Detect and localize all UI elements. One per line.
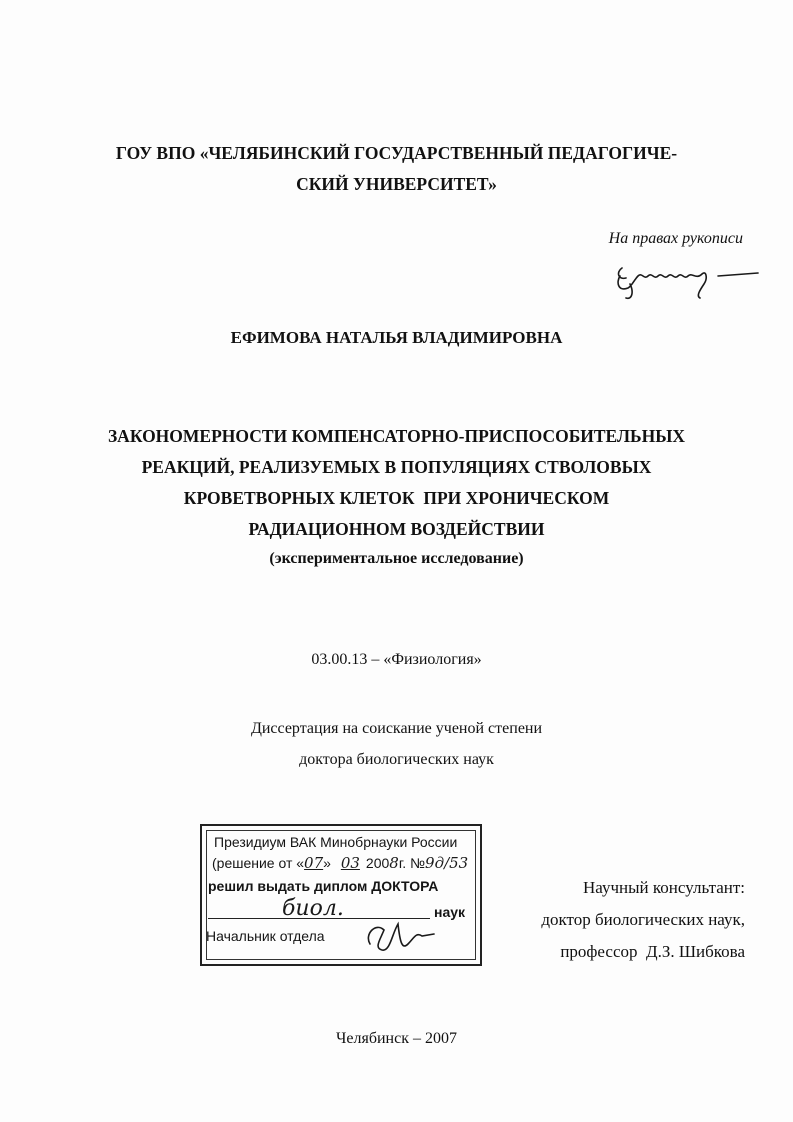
scientific-consultant [541, 872, 745, 968]
consultant-label: Научный консультант: [583, 878, 745, 897]
dissertation-title [0, 421, 793, 545]
stamp-decision-number: 9д/53 [425, 854, 469, 872]
degree-statement [0, 713, 793, 775]
institution-name [0, 138, 793, 200]
dissertation-subtitle: (экспериментальное исследование) [269, 550, 524, 567]
manuscript-rights: На правах рукописи [608, 230, 743, 247]
consultant-degree: доктор биологических наук, [541, 910, 745, 929]
city-year: Челябинск – 2007 [336, 1030, 457, 1047]
consultant-name: профессор Д.З. Шибкова [560, 942, 745, 961]
author-name: ЕФИМОВА НАТАЛЬЯ ВЛАДИМИРОВНА [230, 328, 563, 347]
stamp-day: 07 [304, 854, 324, 872]
stamp-field-handwritten: биол. [282, 896, 344, 921]
specialty-code: 03.00.13 – «Физиология» [311, 651, 482, 668]
stamp-year-prefix: 200 [365, 855, 390, 871]
author-signature [612, 258, 762, 306]
stamp-nauk: наук [434, 904, 466, 920]
stamp-signature [362, 914, 442, 958]
title-line-1: ЗАКОНОМЕРНОСТИ КОМПЕНСАТОРНО-ПРИСПОСОБИТЕЛЬНЫХ [107, 426, 686, 446]
stamp-year-suffix: г. № [398, 855, 426, 871]
stamp-issue-diploma: решил выдать диплом ДОКТОРА [208, 878, 439, 894]
title-line-4: РАДИАЦИОННОМ ВОЗДЕЙСТВИИ [248, 519, 545, 539]
title-line-3: КРОВЕТВОРНЫХ КЛЕТОК ПРИ ХРОНИЧЕСКОМ [183, 488, 610, 508]
institution-line-1: ГОУ ВПО «ЧЕЛЯБИНСКИЙ ГОСУДАРСТВЕННЫЙ ПЕДАГОГИЧЕ- [115, 143, 678, 163]
vak-stamp [200, 824, 482, 966]
stamp-decision-line [212, 854, 468, 872]
stamp-quote: » [323, 855, 331, 871]
stamp-year-digit: 8 [389, 854, 399, 872]
stamp-line-presidium: Президиум ВАК Минобрнауки России [214, 834, 458, 850]
degree-line-1: Диссертация на соискание ученой степени [250, 720, 543, 737]
stamp-month: 03 [340, 854, 360, 872]
stamp-decision-prefix: (решение от « [212, 855, 305, 871]
title-line-2: РЕАКЦИЙ, РЕАЛИЗУЕМЫХ В ПОПУЛЯЦИЯХ СТВОЛОВЫХ [141, 457, 652, 477]
stamp-department-head: Начальник отдела [206, 928, 325, 944]
degree-line-2: доктора биологических наук [299, 751, 494, 768]
institution-line-2: СКИЙ УНИВЕРСИТЕТ» [296, 174, 497, 194]
